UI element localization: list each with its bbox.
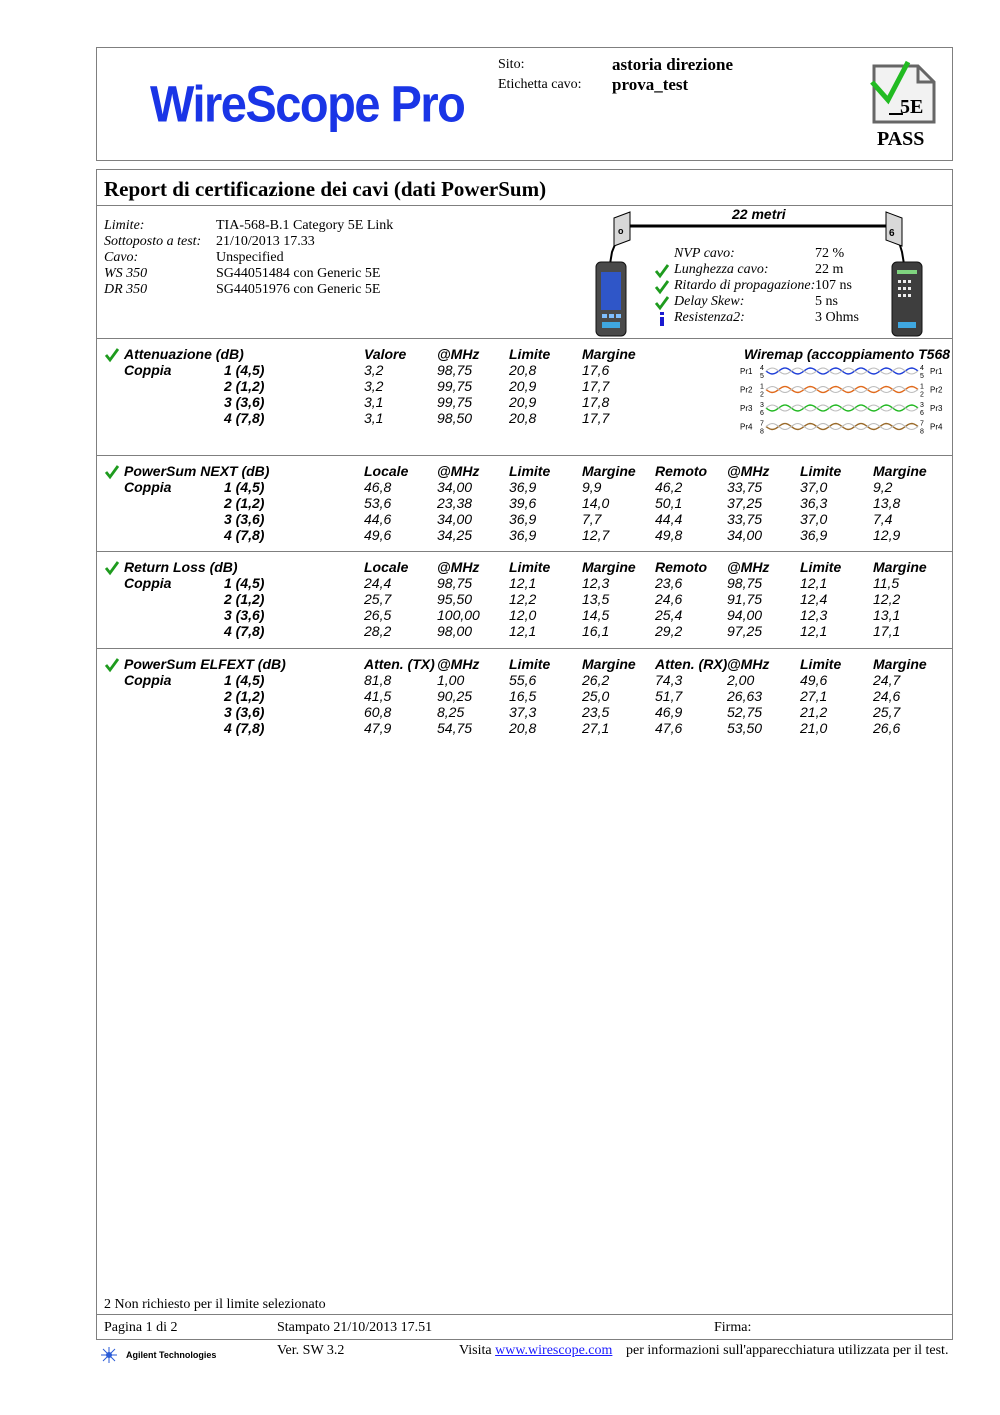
table-cell: 12,1 — [800, 623, 828, 639]
param-value-resistance: 3 Ohms — [815, 310, 859, 325]
pass-check-icon — [654, 279, 670, 295]
table-cell: 29,2 — [655, 623, 683, 639]
table-cell: 53,6 — [364, 495, 392, 511]
table-cell: 24,4 — [364, 575, 392, 591]
table-cell: 54,75 — [437, 720, 473, 736]
table-cell: 20,8 — [509, 362, 537, 378]
psnext-title: PowerSum NEXT (dB) — [124, 463, 270, 479]
table-cell: 7,7 — [582, 511, 602, 527]
signature-label: Firma: — [714, 1320, 752, 1335]
pair-label: 2 (1,2) — [224, 378, 265, 394]
wiremap-label: 2 — [760, 391, 764, 399]
table-cell: 34,00 — [437, 511, 473, 527]
table-cell: 25,7 — [873, 704, 901, 720]
table-cell: 47,6 — [655, 720, 683, 736]
pair-label: 4 (7,8) — [224, 527, 265, 543]
col-header: Limite — [509, 656, 551, 672]
pair-label: 3 (3,6) — [224, 704, 265, 720]
cable-label-value: prova_test — [612, 75, 689, 94]
company-name: Agilent Technologies — [126, 1350, 217, 1360]
table-cell: 25,4 — [655, 607, 683, 623]
divider — [96, 648, 953, 649]
table-cell: 49,8 — [655, 527, 683, 543]
table-cell: 44,6 — [364, 511, 392, 527]
wiremap-label: 6 — [760, 410, 764, 417]
info-value-tested: 21/10/2013 17.33 — [216, 234, 315, 249]
info-label-cable: Cavo: — [104, 250, 139, 265]
info-label-ws: WS 350 — [104, 266, 148, 281]
table-cell: 98,75 — [727, 575, 763, 591]
table-cell: 8,25 — [437, 704, 465, 720]
col-header: Limite — [800, 559, 842, 575]
wiremap-label: 7 — [760, 420, 764, 428]
param-label-nvp: NVP cavo: — [674, 246, 735, 261]
pass-check-icon — [104, 464, 120, 480]
wirescope-logo: WireScope Pro — [150, 75, 465, 133]
param-value-nvp: 72 % — [815, 246, 845, 261]
table-cell: 17,7 — [582, 410, 610, 426]
pass-check-icon — [104, 657, 120, 673]
table-cell: 27,1 — [800, 688, 828, 704]
table-cell: 17,7 — [582, 378, 610, 394]
wiremap-title: Wiremap (accoppiamento T568 — [744, 346, 951, 362]
wiremap-label: 6 — [920, 410, 924, 417]
table-cell: 23,5 — [582, 704, 610, 720]
table-cell: 95,50 — [437, 591, 473, 607]
col-header: Limite — [509, 559, 551, 575]
col-header: @MHz — [437, 346, 480, 362]
table-cell: 36,3 — [800, 495, 828, 511]
pair-label: 4 (7,8) — [224, 410, 265, 426]
col-header: Locale — [364, 463, 409, 479]
wiremap-label: 3 — [920, 402, 924, 409]
badge-underline — [889, 113, 903, 115]
wiremap-label: Pr3 — [740, 404, 753, 413]
cable-length-caption: 22 metri — [732, 206, 786, 222]
page-number: Pagina 1 di 2 — [104, 1320, 178, 1335]
col-header: Locale — [364, 559, 409, 575]
table-cell: 47,9 — [364, 720, 392, 736]
table-cell: 12,1 — [509, 623, 537, 639]
wiremap-label: 4 — [920, 365, 924, 372]
table-cell: 12,4 — [800, 591, 828, 607]
table-cell: 98,50 — [437, 410, 473, 426]
wiremap-label: Pr1 — [740, 367, 753, 376]
pair-label: 1 (4,5) — [224, 479, 265, 495]
table-cell: 13,8 — [873, 495, 901, 511]
table-cell: 26,6 — [873, 720, 901, 736]
table-cell: 60,8 — [364, 704, 392, 720]
table-cell: 37,0 — [800, 511, 828, 527]
table-cell: 34,25 — [437, 527, 473, 543]
table-cell: 44,4 — [655, 511, 683, 527]
wiremap-pair — [740, 384, 943, 399]
table-cell: 9,9 — [582, 479, 602, 495]
param-label-skew: Delay Skew: — [674, 294, 745, 309]
table-cell: 98,00 — [437, 623, 473, 639]
table-cell: 34,00 — [437, 479, 473, 495]
table-cell: 21,2 — [800, 704, 828, 720]
table-cell: 91,75 — [727, 591, 763, 607]
cable-label-label: Etichetta cavo: — [498, 77, 582, 92]
table-cell: 17,1 — [873, 623, 901, 639]
table-cell: 7,4 — [873, 511, 893, 527]
col-header: Limite — [800, 463, 842, 479]
table-cell: 16,1 — [582, 623, 610, 639]
site-label: Sito: — [498, 57, 525, 72]
wiremap-label: Pr2 — [740, 385, 753, 395]
table-cell: 36,9 — [509, 527, 537, 543]
col-header: @MHz — [437, 656, 480, 672]
col-header: @MHz — [727, 463, 770, 479]
wiremap-label: 7 — [920, 420, 924, 428]
visit-text — [459, 1343, 612, 1359]
table-cell: 13,5 — [582, 591, 610, 607]
table-cell: 34,00 — [727, 527, 763, 543]
table-cell: 33,75 — [727, 479, 763, 495]
footnote: 2 Non richiesto per il limite selezionato — [104, 1297, 326, 1312]
col-header: Margine — [582, 559, 636, 575]
pair-label: 1 (4,5) — [224, 362, 265, 378]
wirescope-link[interactable]: www.wirescope.com — [495, 1343, 613, 1358]
pair-label: 4 (7,8) — [224, 720, 265, 736]
info-label-tested: Sottoposto a test: — [104, 234, 202, 249]
table-cell: 12,3 — [582, 575, 610, 591]
table-cell: 94,00 — [727, 607, 763, 623]
table-cell: 46,2 — [655, 479, 683, 495]
table-cell: 24,6 — [873, 688, 901, 704]
table-cell: 12,1 — [800, 575, 828, 591]
pair-header: Coppia — [124, 479, 172, 495]
pair-header: Coppia — [124, 362, 172, 378]
attenuation-title: Attenuazione (dB) — [124, 346, 244, 362]
table-cell: 36,9 — [509, 511, 537, 527]
visit-prefix: Visita — [459, 1343, 492, 1358]
table-cell: 26,2 — [582, 672, 610, 688]
report-title: Report di certificazione dei cavi (dati PowerSum) — [104, 177, 547, 201]
wiremap-label: 1 — [760, 383, 764, 391]
col-header: Valore — [364, 346, 407, 362]
table-cell: 99,75 — [437, 394, 473, 410]
wiremap-label: Pr4 — [930, 422, 943, 432]
return-loss-title: Return Loss (dB) — [124, 559, 238, 575]
pselfext-title: PowerSum ELFEXT (dB) — [124, 656, 286, 672]
col-header: Limite — [509, 346, 551, 362]
wiremap-pair — [740, 421, 943, 436]
table-cell: 39,6 — [509, 495, 537, 511]
pass-check-icon — [654, 263, 670, 279]
param-label-delay: Ritardo di propagazione: — [674, 278, 816, 293]
param-value-length: 22 m — [815, 262, 844, 277]
table-cell: 25,7 — [364, 591, 392, 607]
col-header: Atten. (TX) — [364, 656, 435, 672]
pair-label: 1 (4,5) — [224, 672, 265, 688]
table-cell: 3,1 — [364, 410, 384, 426]
table-cell: 21,0 — [800, 720, 828, 736]
table-cell: 36,9 — [509, 479, 537, 495]
table-cell: 9,2 — [873, 479, 893, 495]
pair-label: 1 (4,5) — [224, 575, 265, 591]
table-cell: 37,0 — [800, 479, 828, 495]
info-value-cable: Unspecified — [216, 250, 284, 265]
pair-label: 3 (3,6) — [224, 394, 265, 410]
col-header: Margine — [873, 559, 927, 575]
pass-result: PASS — [877, 128, 925, 150]
table-cell: 37,3 — [509, 704, 537, 720]
table-cell: 37,25 — [727, 495, 763, 511]
table-cell: 33,75 — [727, 511, 763, 527]
wiremap-label: Pr2 — [930, 385, 943, 395]
site-value: astoria direzione — [612, 55, 734, 74]
wiremap-pair — [740, 365, 943, 380]
table-cell: 53,50 — [727, 720, 763, 736]
wiremap-label: 4 — [760, 365, 764, 372]
table-cell: 55,6 — [509, 672, 537, 688]
col-header: Atten. (RX) — [655, 656, 728, 672]
info-icon — [654, 311, 670, 327]
pair-label: 4 (7,8) — [224, 623, 265, 639]
table-cell: 12,0 — [509, 607, 537, 623]
info-label-limit: Limite: — [104, 218, 145, 233]
table-cell: 20,8 — [509, 410, 537, 426]
table-cell: 52,75 — [727, 704, 763, 720]
param-value-delay: 107 ns — [815, 278, 852, 293]
wiremap-diagram — [740, 362, 950, 436]
divider — [96, 551, 953, 552]
table-cell: 27,1 — [582, 720, 610, 736]
col-header: Margine — [582, 656, 636, 672]
pass-check-icon — [654, 295, 670, 311]
badge-category: 5E — [900, 96, 924, 118]
svg-text:6: 6 — [889, 228, 895, 239]
wiremap-label: 3 — [760, 402, 764, 409]
wiremap-label: 8 — [920, 428, 924, 436]
table-cell: 12,9 — [873, 527, 901, 543]
table-cell: 14,5 — [582, 607, 610, 623]
info-label-dr: DR 350 — [104, 282, 148, 297]
table-cell: 46,8 — [364, 479, 392, 495]
table-cell: 49,6 — [364, 527, 392, 543]
table-cell: 3,2 — [364, 362, 384, 378]
table-cell: 99,75 — [437, 378, 473, 394]
pair-label: 2 (1,2) — [224, 495, 265, 511]
table-cell: 36,9 — [800, 527, 828, 543]
table-cell: 3,2 — [364, 378, 384, 394]
table-cell: 11,5 — [873, 575, 900, 591]
col-header: @MHz — [727, 656, 770, 672]
wiremap-label: Pr4 — [740, 422, 753, 432]
col-header: Remoto — [655, 463, 708, 479]
svg-text:o: o — [618, 226, 624, 236]
col-header: Limite — [800, 656, 842, 672]
wiremap-pair — [740, 402, 943, 417]
visit-suffix: per informazioni sull'apparecchiatura utilizzata per il test. — [626, 1343, 949, 1358]
table-cell: 23,38 — [437, 495, 473, 511]
pair-header: Coppia — [124, 575, 172, 591]
divider — [96, 1314, 953, 1315]
table-cell: 90,25 — [437, 688, 473, 704]
divider — [96, 455, 953, 456]
col-header: Margine — [873, 656, 927, 672]
table-cell: 20,8 — [509, 720, 537, 736]
col-header: @MHz — [727, 559, 770, 575]
param-label-resistance: Resistenza2: — [674, 310, 745, 325]
col-header: Margine — [582, 346, 636, 362]
pass-check-icon — [104, 347, 120, 363]
table-cell: 17,8 — [582, 394, 610, 410]
wiremap-label: 2 — [920, 391, 924, 399]
table-cell: 26,5 — [364, 607, 392, 623]
report-box — [96, 169, 953, 1340]
table-cell: 23,6 — [655, 575, 683, 591]
table-cell: 2,00 — [727, 672, 755, 688]
wiremap-label: 5 — [920, 373, 924, 380]
info-value-dr: SG44051976 con Generic 5E — [216, 282, 381, 297]
table-cell: 41,5 — [364, 688, 392, 704]
table-cell: 20,9 — [509, 394, 537, 410]
table-cell: 12,7 — [582, 527, 610, 543]
pair-label: 2 (1,2) — [224, 591, 265, 607]
param-value-skew: 5 ns — [815, 294, 838, 309]
wiremap-label: 8 — [760, 428, 764, 436]
wiremap-label: Pr3 — [930, 404, 943, 413]
table-cell: 14,0 — [582, 495, 610, 511]
table-cell: 46,9 — [655, 704, 683, 720]
table-cell: 13,1 — [873, 607, 901, 623]
table-cell: 24,7 — [873, 672, 901, 688]
pair-label: 3 (3,6) — [224, 511, 265, 527]
info-value-ws: SG44051484 con Generic 5E — [216, 266, 381, 281]
table-cell: 16,5 — [509, 688, 537, 704]
wiremap-label: 5 — [760, 373, 764, 380]
agilent-spark-icon — [100, 1346, 118, 1364]
info-value-limit: TIA-568-B.1 Category 5E Link — [216, 218, 394, 233]
wiremap-label: Pr1 — [930, 367, 943, 376]
table-cell: 97,25 — [727, 623, 763, 639]
pair-label: 3 (3,6) — [224, 607, 265, 623]
table-cell: 24,6 — [655, 591, 683, 607]
table-cell: 81,8 — [364, 672, 392, 688]
col-header: Margine — [582, 463, 636, 479]
table-cell: 12,2 — [509, 591, 537, 607]
table-cell: 74,3 — [655, 672, 683, 688]
table-cell: 12,1 — [509, 575, 537, 591]
param-label-length: Lunghezza cavo: — [674, 262, 769, 277]
table-cell: 28,2 — [364, 623, 392, 639]
table-cell: 98,75 — [437, 362, 473, 378]
table-cell: 3,1 — [364, 394, 384, 410]
table-cell: 50,1 — [655, 495, 683, 511]
table-cell: 12,2 — [873, 591, 901, 607]
table-cell: 98,75 — [437, 575, 473, 591]
col-header: Limite — [509, 463, 551, 479]
table-cell: 51,7 — [655, 688, 683, 704]
col-header: @MHz — [437, 559, 480, 575]
pair-label: 2 (1,2) — [224, 688, 265, 704]
printed-date: Stampato 21/10/2013 17.51 — [277, 1320, 433, 1335]
divider — [96, 338, 953, 339]
table-cell: 25,0 — [582, 688, 610, 704]
col-header: Margine — [873, 463, 927, 479]
table-cell: 1,00 — [437, 672, 465, 688]
table-cell: 12,3 — [800, 607, 828, 623]
table-cell: 17,6 — [582, 362, 610, 378]
divider — [96, 205, 953, 206]
table-cell: 100,00 — [437, 607, 480, 623]
software-version: Ver. SW 3.2 — [277, 1343, 345, 1358]
col-header: Remoto — [655, 559, 708, 575]
pair-header: Coppia — [124, 672, 172, 688]
pass-check-icon — [104, 560, 120, 576]
table-cell: 49,6 — [800, 672, 828, 688]
col-header: @MHz — [437, 463, 480, 479]
wiremap-label: 1 — [920, 383, 924, 391]
table-cell: 26,63 — [727, 688, 763, 704]
table-cell: 20,9 — [509, 378, 537, 394]
